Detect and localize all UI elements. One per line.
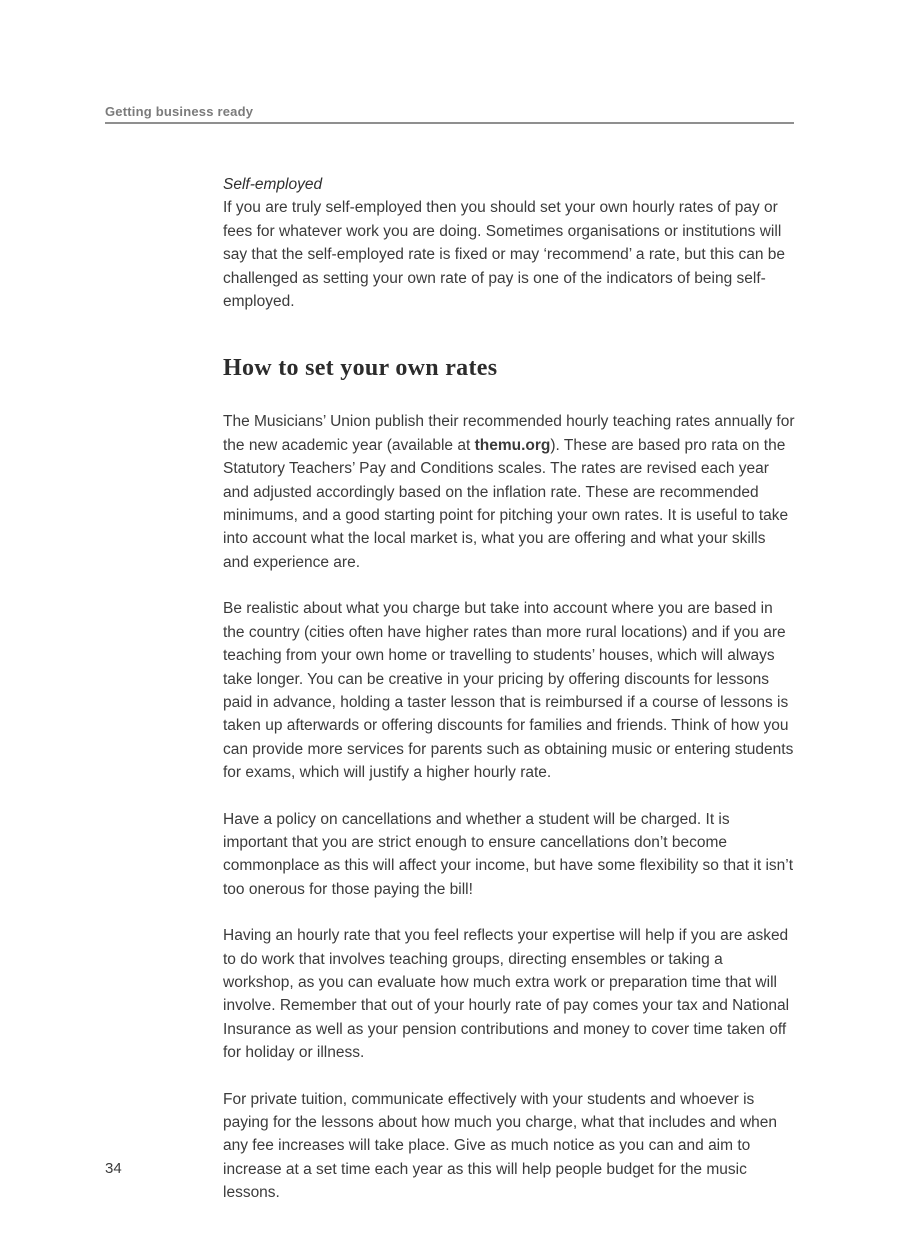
- header-rule: [105, 122, 794, 124]
- paragraph-text: ). These are based pro rata on the Statutory Teachers’ Pay and Conditions scales. The rates are revised each year and adjusted accordingly based on the inflation rate. These are recommended minimums, and a good starting point for pitching your own rates. It is useful to take into account what the local market is, what you are offering and what your skills and experience are.: [223, 436, 789, 571]
- section-title: How to set your own rates: [223, 355, 498, 382]
- paragraph-expertise: Having an hourly rate that you feel reflects your expertise will help if you are asked to do work that involves teaching groups, directing ensembles or taking a workshop, as you can evaluate how much extra work or preparation time that will involve. Remember that out of your hourly rate of pay comes your tax and National Insurance as well as your pension contributions and money to cover time taken off for holiday or illness.: [223, 927, 790, 1062]
- page-number: 34: [105, 1160, 122, 1177]
- paragraph-pricing: Be realistic about what you charge but take into account where you are based in the country (cities often have higher rates than more rural locations) and if you are teaching from your own home or travelling to students’ houses, which will always take longer. You can be creative in your pricing by offering discounts for lessons paid in advance, holding a taster lesson that is reimbursed if a course of lessons is taken up afterwards or offering discounts for families and friends. Think of how you can provide more services for parents such as obtaining music or entering students for exams, which will justify a higher hourly rate.: [223, 600, 794, 782]
- page-content: [223, 173, 795, 1228]
- paragraph-text: The Musicians’ Union publish their recommended hourly teaching rates annually for the new academic year (available at: [223, 413, 795, 454]
- running-header: Getting business ready: [105, 104, 254, 119]
- themu-org-link[interactable]: themu.org: [474, 436, 551, 454]
- paragraph-private-tuition: For private tuition, communicate effectively with your students and whoever is paying for the lessons about how much you charge, what that includes and when any fee increases will take place. Give as much notice as you can and aim to increase at a set time each year as this will help people budget for the music lessons.: [223, 1090, 778, 1202]
- subheading-self-employed: Self-employed: [223, 176, 323, 193]
- paragraph-intro: If you are truly self-employed then you should set your own hourly rates of pay or fees for whatever work you are doing. Sometimes organisations or institutions will say that the self-employed rate is fixed or may ‘recommend’ a rate, but this can be challenged as setting your own rate of pay is one of the indicators of being self-employed.: [223, 199, 785, 311]
- paragraph-rates: [223, 410, 795, 574]
- paragraph-cancellations: Have a policy on cancellations and whether a student will be charged. It is important that you are strict enough to ensure cancellations don’t become commonplace as this will affect your income, but have some flexibility so that it isn’t too onerous for those paying the bill!: [223, 810, 794, 898]
